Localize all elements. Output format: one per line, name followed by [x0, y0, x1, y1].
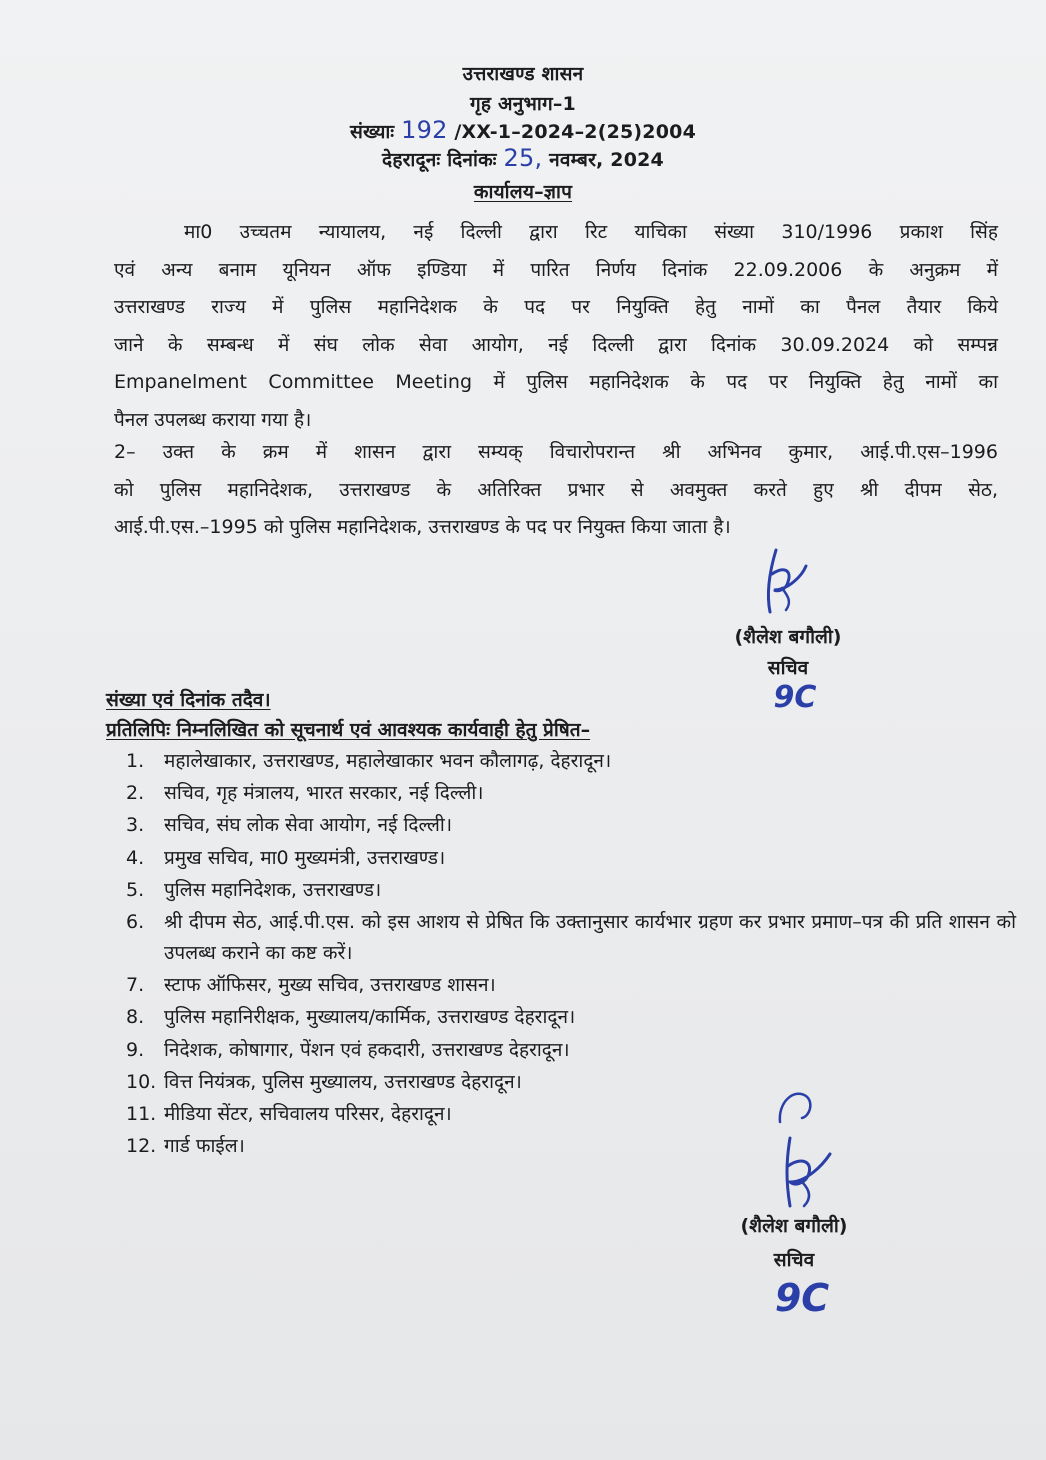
- date-line: [0, 144, 1046, 172]
- list-item-text: सचिव, गृह मंत्रालय, भारत सरकार, नई दिल्ली।: [164, 782, 484, 805]
- list-item-text: सचिव, संघ लोक सेवा आयोग, नई दिल्ली।: [164, 814, 453, 837]
- list-item-number: 11.: [126, 1102, 157, 1125]
- list-item: [126, 907, 1016, 969]
- initials-2: 9C: [774, 1276, 830, 1320]
- department-name: उत्तराखण्ड शासन: [462, 63, 584, 85]
- list-item-number: 9.: [126, 1038, 145, 1061]
- paragraph-1-line: उत्तराखण्ड राज्य में पुलिस महानिदेशक के पद पर नियुक्ति हेतु नामों का पैनल तैयार किये: [114, 296, 998, 318]
- list-item-text: पुलिस महानिदेशक, उत्तराखण्ड।: [164, 878, 382, 901]
- signatory-name-1: (शैलेश बगौली): [734, 626, 842, 648]
- paragraph-1: [114, 214, 998, 439]
- list-item-text: मीडिया सेंटर, सचिवालय परिसर, देहरादून।: [164, 1102, 452, 1125]
- list-item-number: 6.: [126, 910, 145, 933]
- list-item: [126, 1099, 1016, 1130]
- copy-distribution-heading: प्रतिलिपिः निम्नलिखित को सूचनार्थ एवं आवश्यक कार्यवाही हेतु प्रेषित–: [106, 719, 591, 741]
- list-item-number: 3.: [126, 814, 145, 837]
- signatory-title-2: सचिव: [773, 1249, 815, 1271]
- list-item-text: स्टाफ ऑफिसर, मुख्य सचिव, उत्तराखण्ड शासन।: [164, 974, 496, 997]
- paragraph-2-line: आई.पी.एस.–1995 को पुलिस महानिदेशक, उत्तराखण्ड के पद पर नियुक्त किया जाता है।: [114, 516, 731, 538]
- number-label: संख्याः: [349, 121, 395, 143]
- list-item-text: निदेशक, कोषागार, पेंशन एवं हकदारी, उत्तराखण्ड देहरादून।: [164, 1038, 570, 1061]
- reference-number: /XX-1–2024–2(25)2004: [454, 121, 696, 143]
- list-item-number: 10.: [126, 1070, 157, 1093]
- list-item-text: श्री दीपम सेठ, आई.पी.एस. को इस आशय से प्रेषित कि उक्तानुसार कार्यभार ग्रहण कर प्रभार प्रमाण–पत्र की प्रति शासन को उपलब्ध कराने का कष्ट करें।: [164, 910, 1016, 964]
- list-item: [126, 843, 1016, 874]
- paragraph-2-line: 2– उक्त के क्रम में शासन द्वारा सम्यक् विचारोपरान्त श्री अभिनव कुमार, आई.पी.एस–1996: [114, 441, 998, 463]
- list-item-number: 8.: [126, 1006, 145, 1029]
- paragraph-2: [114, 434, 998, 547]
- list-item: [126, 810, 1016, 841]
- list-item-number: 4.: [126, 846, 145, 869]
- handwritten-number: 192: [401, 116, 448, 144]
- list-item-number: 2.: [126, 782, 145, 805]
- list-item: [126, 875, 1016, 906]
- list-item: [126, 1067, 1016, 1098]
- list-item-number: 1.: [126, 750, 145, 772]
- list-item: [126, 1002, 1016, 1033]
- list-item: [126, 778, 1016, 809]
- signature-scribble-1: [748, 540, 828, 620]
- list-item: [126, 1131, 1016, 1162]
- signatory-title-1: सचिव: [767, 657, 809, 679]
- list-item-number: 5.: [126, 878, 145, 901]
- paragraph-1-line: मा0 उच्चतम न्यायालय, नई दिल्ली द्वारा रिट याचिका संख्या 310/1996 प्रकाश सिंह: [184, 221, 998, 243]
- reference-same-line: संख्या एवं दिनांक तदैव।: [106, 689, 271, 711]
- date-label: देहरादूनः दिनांकः: [382, 149, 497, 171]
- copy-recipient-list: [126, 746, 1016, 1163]
- signatory-name-2: (शैलेश बगौली): [740, 1215, 848, 1237]
- paragraph-1-line: जाने के सम्बन्ध में संघ लोक सेवा आयोग, नई दिल्ली द्वारा दिनांक 30.09.2024 को सम्पन्न: [114, 333, 998, 356]
- document-type-title: कार्यालय–ज्ञाप: [473, 181, 573, 203]
- list-item-text: वित्त नियंत्रक, पुलिस मुख्यालय, उत्तराखण्ड देहरादून।: [164, 1070, 522, 1093]
- list-item: [126, 746, 1016, 777]
- reference-number-line: [0, 116, 1046, 144]
- paragraph-1-line: पैनल उपलब्ध कराया गया है।: [114, 408, 312, 431]
- paragraph-1-line: एवं अन्य बनाम यूनियन ऑफ इण्डिया में पारित निर्णय दिनांक 22.09.2006 के अनुक्रम में: [114, 258, 998, 281]
- list-item-text: पुलिस महानिरीक्षक, मुख्यालय/कार्मिक, उत्तराखण्ड देहरादून।: [164, 1006, 576, 1029]
- signature-scribble-2: [760, 1082, 860, 1212]
- list-item-text: प्रमुख सचिव, मा0 मुख्यमंत्री, उत्तराखण्ड।: [164, 846, 446, 869]
- date-month-year: नवम्बर, 2024: [549, 149, 664, 171]
- list-item: [126, 1035, 1016, 1066]
- paragraph-1-line: Empanelment Committee Meeting में पुलिस महानिदेशक के पद पर नियुक्ति हेतु नामों का: [114, 371, 998, 393]
- list-item-text: महालेखाकार, उत्तराखण्ड, महालेखाकार भवन कौलागढ़, देहरादून।: [164, 750, 612, 772]
- list-item-number: 12.: [126, 1135, 157, 1158]
- handwritten-date: 25,: [503, 144, 543, 172]
- section-name: गृह अनुभाग–1: [470, 93, 576, 115]
- list-item: [126, 970, 1016, 1001]
- list-item-text: गार्ड फाईल।: [164, 1135, 245, 1158]
- paragraph-2-line: को पुलिस महानिदेशक, उत्तराखण्ड के अतिरिक्त प्रभार से अवमुक्त करते हुए श्री दीपम सेठ,: [114, 478, 998, 501]
- initials-1: 9C: [773, 680, 817, 715]
- list-item-number: 7.: [126, 974, 145, 997]
